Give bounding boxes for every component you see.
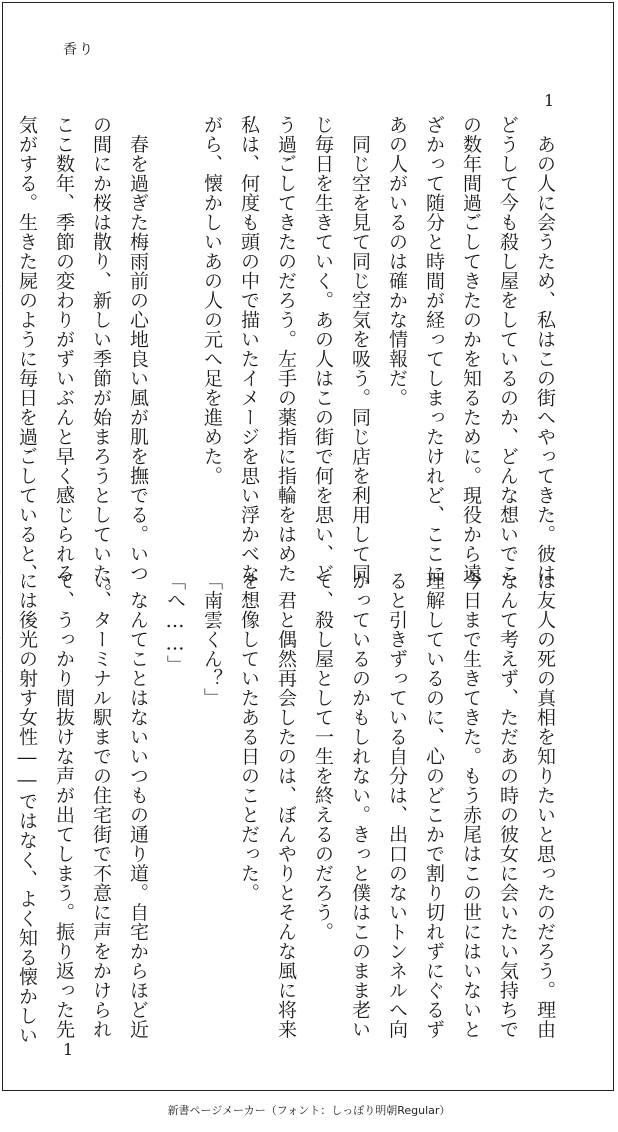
- text-column: [156, 115, 193, 525]
- text-column: 理解しているのに、心のどこかで割り切れずにぐるず: [423, 571, 445, 1039]
- chapter-number: 1: [544, 91, 555, 110]
- text-column: なんて考えず、ただあの時の彼女に会いたい気持ちで: [497, 571, 519, 1039]
- text-column: どうして今も殺し屋をしているのか、どんな想いでこ: [497, 115, 519, 583]
- page-number: 1: [63, 1040, 74, 1059]
- upper-text-block: [16, 115, 563, 603]
- text-column: 春を過ぎた梅雨前の心地良い風が肌を撫でる。いつ: [127, 115, 149, 583]
- text-column: 「へ……」: [164, 571, 186, 675]
- text-column: ざかって随分と時間が経ってしまったけれど、ここに: [423, 115, 445, 583]
- running-header-title: 香り: [63, 42, 95, 58]
- text-column: 気がする。生きた屍のように毎日を過ごしていると、: [16, 115, 38, 583]
- text-column: う過ごしてきたのだろう。左手の薬指に指輪をはめた: [275, 115, 297, 583]
- text-column: 私は、何度も頭の中で描いたイメージを思い浮かべな: [238, 115, 260, 583]
- book-page: [2, 2, 614, 1091]
- text-column: かっているのかもしれない。きっと僕はこのまま老い: [349, 571, 371, 1039]
- text-column: ここ数年、季節の変わりがずいぶんと早く感じられる: [53, 115, 75, 583]
- text-column: あの人に会うため、私はこの街へやってきた。彼は: [534, 115, 556, 583]
- text-column: の数年間過ごしてきたのかを知るために。現役から遠: [460, 115, 482, 583]
- generator-caption: 新書ページメーカー（フォント：しっぽり明朝Regular）: [167, 1104, 451, 1117]
- text-column: あの人がいるのは確かな情報だ。: [386, 115, 408, 408]
- text-column: て、殺し屋として一生を終えるのだろう。: [312, 571, 334, 942]
- text-column: 「南雲くん？」: [201, 571, 223, 708]
- text-column: じ毎日を生きていく。あの人はこの街で何を思い、ど: [312, 115, 334, 583]
- text-column: は友人の死の真相を知りたいと思ったのだろう。理由: [534, 571, 556, 1039]
- text-column: 同じ空を見て同じ空気を吸う。同じ店を利用して同: [349, 115, 371, 583]
- text-column: 今日まで生きてきた。もう赤尾はこの世にはいないと: [460, 571, 482, 1039]
- text-column: の間にか桜は散り、新しい季節が始まろうとしていた。: [90, 115, 112, 603]
- text-column: [0, 571, 8, 1031]
- text-column: ると引きずっている自分は、出口のないトンネルへ向: [386, 571, 408, 1039]
- text-column: [0, 115, 8, 525]
- text-column: を想像していたある日のことだった。: [238, 571, 260, 903]
- text-column: い、ターミナル駅までの住宅街で不意に声をかけられ: [90, 571, 112, 1039]
- text-column: には後光の射す女性――ではなく、よく知る懐かしい: [16, 571, 38, 1045]
- lower-text-block: [16, 571, 563, 1045]
- text-column: なんてことはないいつもの通り道。自宅からほど近: [127, 571, 149, 1039]
- text-column: て、うっかり間抜けな声が出てしまう。振り返った先: [53, 571, 75, 1039]
- text-column: 君と偶然再会したのは、ぼんやりとそんな風に将来: [275, 571, 297, 1039]
- text-column: がら、懐かしいあの人の元へ足を進めた。: [201, 115, 223, 486]
